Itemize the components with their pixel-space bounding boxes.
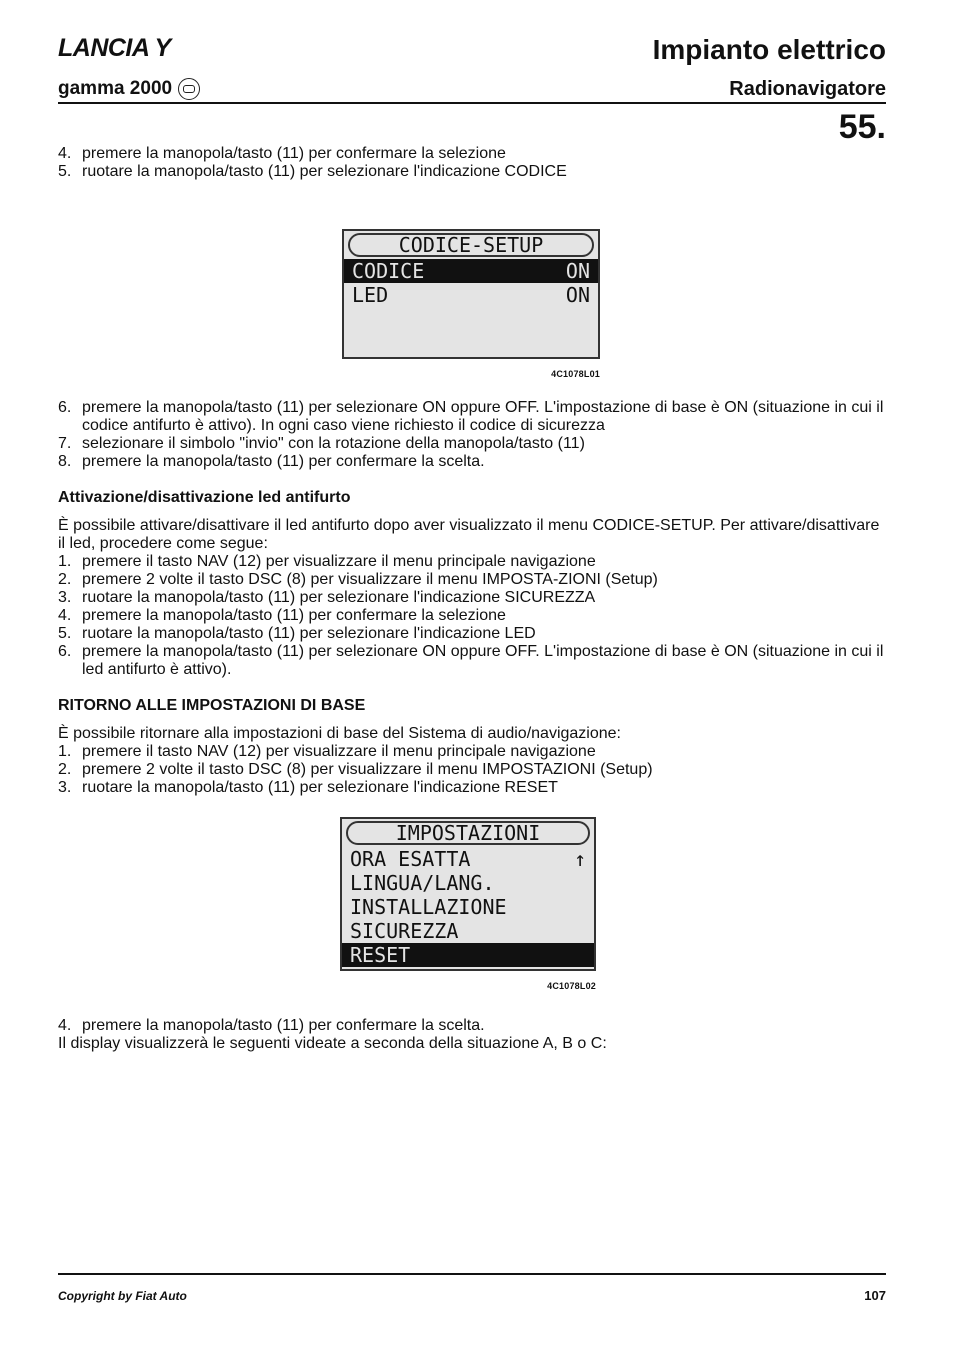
list-item: 6. premere la manopola/tasto (11) per selezionare ON oppure OFF. L'impostazione di base è ON (situazione in cui il codice antifurto è attivo). In ogni caso viene richiesto il codice di sicurezza — [58, 399, 884, 434]
steps-list-final — [58, 1017, 886, 1035]
brand-title: LANCIA Y — [58, 34, 171, 62]
display-row-ora-esatta: ORA ESATTA ↑ — [350, 847, 586, 871]
model-range — [58, 78, 200, 100]
list-item: 1. premere il tasto NAV (12) per visualizzare il menu principale navigazione — [58, 553, 596, 570]
list-item: 5. ruotare la manopola/tasto (11) per selezionare l'indicazione LED — [58, 625, 536, 642]
display-row-sicurezza: SICUREZZA — [350, 919, 459, 943]
list-item: 2. premere 2 volte il tasto DSC (8) per visualizzare il menu IMPOSTAZIONI (Setup) — [58, 761, 653, 778]
section-heading-reset: RITORNO ALLE IMPOSTAZIONI DI BASE — [58, 697, 366, 714]
footer-divider — [58, 1273, 886, 1275]
final-note: Il display visualizzerà le seguenti videate a seconda della situazione A, B o C: — [58, 1035, 607, 1052]
display-row-lingua: LINGUA/LANG. — [350, 871, 495, 895]
codice-setup-figure — [342, 229, 600, 383]
model-range-label: gamma 2000 — [58, 78, 173, 99]
list-item: 8. premere la manopola/tasto (11) per confermare la scelta. — [58, 453, 485, 470]
page-number: 107 — [864, 1288, 886, 1303]
list-item: 3. ruotare la manopola/tasto (11) per selezionare l'indicazione SICUREZZA — [58, 589, 596, 606]
list-item: 4. premere la manopola/tasto (11) per confermare la scelta. — [58, 1017, 485, 1034]
steps-list-reset — [58, 743, 886, 797]
page-header — [58, 34, 886, 100]
list-item: 2. premere 2 volte il tasto DSC (8) per visualizzare il menu IMPOSTA-ZIONI (Setup) — [58, 571, 658, 588]
list-item: 4. premere la manopola/tasto (11) per confermare la selezione — [58, 607, 506, 624]
figure-code: 4C1078L01 — [551, 369, 600, 379]
codice-setup-display — [342, 229, 600, 359]
list-item: 6. premere la manopola/tasto (11) per selezionare ON oppure OFF. L'impostazione di base è ON (situazione in cui il led antifurto è attivo). — [58, 643, 884, 678]
list-item: 1. premere il tasto NAV (12) per visualizzare il menu principale navigazione — [58, 743, 596, 760]
list-item: 4. premere la manopola/tasto (11) per confermare la selezione — [58, 145, 506, 162]
impostazioni-figure — [340, 817, 596, 995]
car-badge-icon — [178, 78, 200, 100]
steps-list-a — [58, 145, 886, 181]
section-intro-led: È possibile attivare/disattivare il led antifurto dopo aver visualizzato il menu CODICE-SETUP. Per attivare/disattivare il led, procedere come segue: — [58, 517, 880, 552]
subsection-title: Radionavigatore — [729, 78, 886, 100]
steps-list-b — [58, 399, 886, 471]
steps-list-led — [58, 553, 886, 679]
display-title: CODICE-SETUP — [348, 233, 594, 257]
display-row-reset: RESET — [342, 943, 594, 967]
page-content — [58, 145, 886, 1053]
section-intro-reset: È possibile ritornare alla impostazioni di base del Sistema di audio/navigazione: — [58, 725, 621, 742]
section-number: 55. — [838, 108, 886, 146]
display-row-codice: CODICE ON — [344, 259, 598, 283]
list-item: 7. selezionare il simbolo "invio" con la rotazione della manopola/tasto (11) — [58, 435, 585, 452]
figure-code: 4C1078L02 — [547, 981, 596, 991]
section-title: Impianto elettrico — [652, 34, 886, 65]
header-divider — [58, 102, 886, 104]
scroll-up-arrow-icon: ↑ — [573, 847, 586, 871]
list-item: 5. ruotare la manopola/tasto (11) per selezionare l'indicazione CODICE — [58, 163, 567, 180]
display-title: IMPOSTAZIONI — [346, 821, 590, 845]
display-row-led: LED ON — [352, 283, 590, 307]
impostazioni-display — [340, 817, 596, 971]
list-item: 3. ruotare la manopola/tasto (11) per selezionare l'indicazione RESET — [58, 779, 558, 796]
section-heading-led: Attivazione/disattivazione led antifurto — [58, 489, 351, 506]
copyright: Copyright by Fiat Auto — [58, 1289, 187, 1303]
display-row-installazione: INSTALLAZIONE — [350, 895, 507, 919]
